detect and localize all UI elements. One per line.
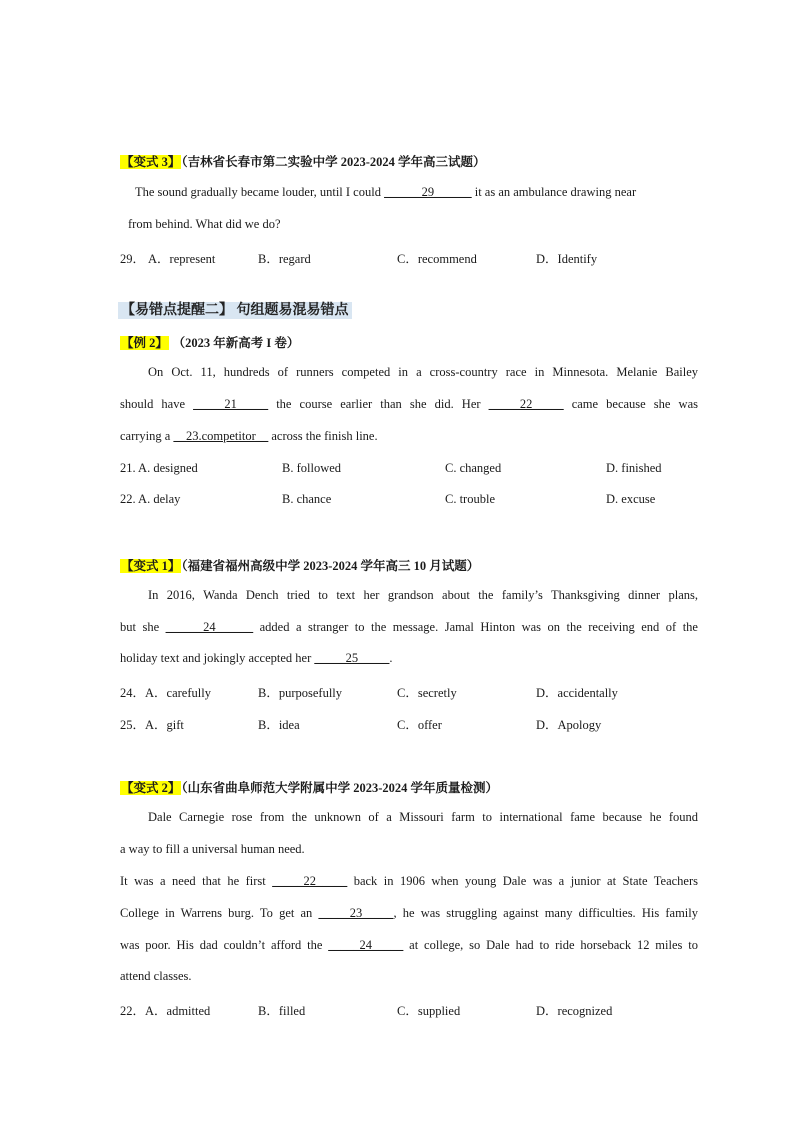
text-segment: The sound gradually became louder, until I could (135, 185, 385, 199)
passage-line (120, 429, 378, 444)
variant-tag: 【变式 1】 (121, 559, 181, 573)
blank-23: _____23_____ (318, 906, 394, 920)
option-b: B．regard (258, 252, 311, 266)
option-a: A．represent (148, 252, 216, 266)
option-a: 21. A. designed (120, 461, 198, 475)
text-segment: back in 1906 when young Dale was a junior at State Teachers (347, 874, 699, 888)
text-segment: at college, so Dale had to ride horseback 12 miles to (403, 938, 698, 952)
blank-22: _____22_____ (488, 397, 564, 411)
blank-24: _____24_____ (328, 938, 404, 952)
option-b: B．purposefully (258, 686, 343, 700)
blank-24: ______24______ (165, 620, 254, 634)
passage-line (120, 620, 698, 635)
section-title: 【易错点提醒二】 句组题易混易错点 (118, 302, 352, 319)
option-d: D．accidentally (536, 686, 618, 700)
text-segment: it as an ambulance drawing near (471, 185, 637, 199)
text-segment: It was a need that he first (120, 874, 273, 888)
variant-1-header (120, 556, 479, 574)
option-c: C．offer (397, 718, 442, 732)
option-c: C．secretly (397, 686, 457, 700)
variant-tag: 【变式 3】 (121, 155, 181, 169)
text-segment: . (389, 651, 393, 665)
passage-line (120, 874, 698, 889)
passage-line: a way to fill a universal human need. (120, 842, 305, 856)
example-2-header (120, 333, 299, 351)
option-c: C．recommend (397, 252, 477, 266)
option-c: C. changed (445, 461, 502, 475)
text-segment: College in Warrens burg. To get an (120, 906, 319, 920)
option-d: D. excuse (606, 492, 656, 506)
text-segment: was poor. His dad couldn’t afford the (120, 938, 329, 952)
source-label: （山东省曲阜师范大学附属中学 2023-2024 学年质量检测） (181, 781, 499, 795)
blank-21: _____21_____ (193, 397, 269, 411)
option-c: C. trouble (445, 492, 495, 506)
option-d: D．recognized (536, 1004, 613, 1018)
blank-22: _____22_____ (272, 874, 348, 888)
option-b: B. followed (282, 461, 342, 475)
option-a: 25．A．gift (120, 718, 184, 732)
option-a: 22．A．admitted (120, 1004, 211, 1018)
passage-line: attend classes. (120, 969, 192, 983)
passage-line (120, 651, 393, 666)
passage-line (120, 397, 698, 412)
example-tag: 【例 2】 (121, 336, 168, 350)
option-c: C．supplied (397, 1004, 461, 1018)
option-number: 29． (120, 252, 146, 266)
variant-2-header (120, 778, 498, 796)
question-text-line: from behind. What did we do? (128, 217, 281, 231)
passage-line: Dale Carnegie rose from the unknown of a Missouri farm to international fame because he found (148, 810, 698, 824)
source-label: （2023 年新高考 I 卷） (178, 336, 300, 350)
source-label: （吉林省长春市第二实验中学 2023-2024 学年高三试题） (181, 155, 486, 169)
question-text-line (135, 185, 636, 200)
option-d: D．Apology (536, 718, 602, 732)
source-label: （福建省福州高级中学 2023-2024 学年高三 10 月试题） (181, 559, 480, 573)
text-segment: , he was struggling against many difficulties. His family (393, 906, 698, 920)
text-segment: holiday text and jokingly accepted her (120, 651, 315, 665)
text-segment: should have (120, 397, 194, 411)
option-b: B. chance (282, 492, 332, 506)
blank-23: __23.competitor__ (173, 429, 269, 443)
text-segment: came because she was (563, 397, 698, 411)
text-segment: across the finish line. (268, 429, 378, 443)
option-a: 24．A．carefully (120, 686, 211, 700)
passage-line (120, 938, 698, 953)
variant-3-header (120, 152, 486, 170)
option-b: B．idea (258, 718, 300, 732)
option-b: B．filled (258, 1004, 306, 1018)
variant-tag: 【变式 2】 (121, 781, 181, 795)
passage-line (120, 906, 698, 921)
option-a: 22. A. delay (120, 492, 181, 506)
option-d: D．Identify (536, 252, 598, 266)
option-d: D. finished (606, 461, 662, 475)
text-segment: added a stranger to the message. Jamal Hinton was on the receiving end of the (253, 620, 698, 634)
text-segment: but she (120, 620, 166, 634)
blank-25: _____25_____ (314, 651, 390, 665)
text-segment: carrying a (120, 429, 174, 443)
text-segment: the course earlier than she did. Her (268, 397, 489, 411)
passage-line: On Oct. 11, hundreds of runners competed in a cross-country race in Minnesota. Melanie Bailey (148, 365, 698, 379)
passage-line: In 2016, Wanda Dench tried to text her grandson about the family’s Thanksgiving dinner plans, (148, 588, 698, 602)
blank-29: ______29______ (384, 185, 472, 199)
section-heading (118, 299, 352, 319)
